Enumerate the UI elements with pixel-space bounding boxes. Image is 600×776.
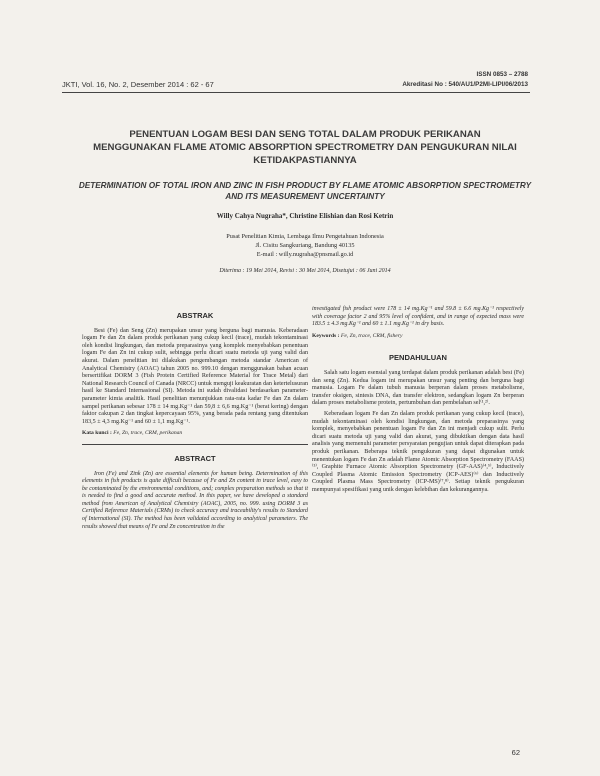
page-number: 62 <box>511 748 520 757</box>
abstrak-body: Besi (Fe) dan Seng (Zn) merupakan unsur yang berguna bagi manusia. Keberadaan logam Fe dan Zn dalam produk perikanan yang cukup kecil (trace), mudah tekontaminasi oleh kondisi lingkungan, dan metoda preparasinya yang komplek menyebabkan penentuan logam Fe dan Zn ini cukup sulit, sebingga perlu dicari suatu metoda uji yang valid dan akurat. Dalam penelitian ini dilakukan pengembangan metoda standar American of Analytical Chemistry (AOAC) tahun 2005 no. 999.10 dengan menggunakan bahan acuan bersertifikat DORM 3 (Fish Protein Certified Reference Material for Trace Metal) dari National Research Council of Canada (NRCC) untuk menguji keakuratan dan ketertelusuran hasil ke Standard Internasional (SI). Metoda ini sudah divalidasi berdasarkan parameter-parameter kimia analitik. Hasil penelitian menunjukkan rata-rata kadar Fe dan Zn dalam sampel perikanan sebesar 178 ± 14 mg.Kg⁻¹ dan 59,8 ± 6,6 mg.Kg⁻¹ (berat kering) dengan faktor cakupan 2 dan tingkat kepercayaan 95%, yang berada pada rentang yang ditentukan 183,5 ± 4,3 mg.Kg⁻¹ and 60 ± 1,1 mg.Kg⁻¹. <box>82 327 308 425</box>
pendahuluan-paragraph-2: Keberadaan logam Fe dan Zn dalam produk perikanan yang cukup kecil (trace), mudah tekontaminasi oleh kondisi lingkungan, dan metoda preparasinya yang komplek, menyebabkan penentuan logam Fe dan Zn ini menjadi cukup sulit. Perlu dicari suatu metoda uji yang valid dan akurat, yang dibuktikan dengan data hasil analisis yang memenuhi parameter persyaratan pengujian untuk dapat diterapkan pada produk perikanan. Beberapa teknik pengukuran yang dapat digunakan untuk menentukan logam Fe dan Zn adalah Flame Atomic Absorption Spectrometry (FAAS)⁽³⁾, Graphite Furnace Atomic Absorption Spectrometry (GF-AAS)⁽⁴,⁵⁾, Inductively Coupled Plasma Atomic Emission Spectrometry (ICP-AES)⁽⁶⁾ dan Inductively Coupled Plasma Mass Spectrometry (ICP-MS)⁽⁷,⁸⁾. Setiap teknik pengukuran mempunyai spesifikasi yang unik dengan kelebihan dan kekurangannya. <box>312 410 524 493</box>
abstract-body: Iron (Fe) and Zink (Zn) are essential elements for human being. Determination of this elements in fish products is quite difficult because of Fe and Zn content in trace level, easy to be contaminated by the environmental conditions, and; complex preparation methods so that it is needed to find a good and accurate method. In this paper, we have developed a standard method from American of Analytical Chemistry (AOAC), 2005, no. 999. using DORM 3 as Certified Reference Materials (CRMs) to check accuracy and traceability's results to Standard of International (SI). The method has been validated according to analytical parameters. The results showed that means of Fe and Zn concentration in the <box>82 470 308 530</box>
abstract-keywords-list: Fe, Zn, trace, CRM, fishery <box>340 332 403 339</box>
title-indonesian: PENENTUAN LOGAM BESI DAN SENG TOTAL DALAM PRODUK PERIKANAN MENGGUNAKAN FLAME ATOMIC ABSORPTION SPECTROMETRY DAN PENGUKURAN NILAI KETIDAKPASTIANNYA <box>93 129 517 166</box>
accreditation: Akreditasi No : 540/AU1/P2MI-LIPI/06/2013 <box>402 81 528 88</box>
header-rule <box>62 92 530 93</box>
abstract-heading: ABSTRACT <box>174 453 216 463</box>
abstract-keywords-label: Keywords : <box>312 332 340 339</box>
abstract-keywords <box>312 333 524 341</box>
pendahuluan-paragraph-1: Salah satu logam esensial yang terdapat dalam produk perikanan adalah besi (Fe) dan seng (Zn). Kedua logam ini merupakan unsur yang penting dan berguna bagi manusia. Logam Fe dalam tubuh manusia berperan dalam proses metabolisme, transfer oksigen, sintesis DNA, dan transfer elektron, sedangkan logam Zn berperan dalam proses metabolisme protein, pertumbuhan dan pembelahan sel⁽¹,²⁾. <box>312 369 524 407</box>
affiliation-institution: Pusat Penelitian Kimia, Lembaga Ilmu Pengetahuan Indonesia <box>226 233 384 240</box>
abstrak-heading: ABSTRAK <box>176 311 214 320</box>
issn: ISSN 0853 – 2788 <box>476 71 528 78</box>
pendahuluan-heading: PENDAHULUAN <box>389 353 447 363</box>
title-english: DETERMINATION OF TOTAL IRON AND ZINC IN FISH PRODUCT BY FLAME ATOMIC ABSORPTION SPECTROMETRY AND ITS MEASUREMENT UNCERTAINTY <box>78 181 532 201</box>
abstrak-keywords-list: Fe, Zn, trace, CRM, perikanan <box>113 430 183 437</box>
abstrak-keywords-label: Kata kunci : <box>82 430 112 437</box>
left-column <box>82 312 308 534</box>
abstrak-keywords <box>82 430 308 438</box>
authors: Willy Cahya Nugraha*, Christine Elishian dan Rosi Ketrin <box>216 212 394 220</box>
affiliation <box>120 232 490 259</box>
journal-ids <box>402 70 528 90</box>
affiliation-address: Jl. Cisitu Sangkuriang, Bandung 40135 <box>255 242 355 249</box>
abstract-body-continued: investigated fish product were 178 ± 14 mg.Kg⁻¹ and 59.8 ± 6.6 mg.Kg⁻¹ respectively with coverage factor 2 and 95% level of confident, and in range of expected mass were 183.5 ± 4.3 mg.Kg⁻¹ and 60 ± 1.1 mg.Kg⁻¹ in dry basis. <box>312 306 524 328</box>
journal-citation: JKTI, Vol. 16, No. 2, Desember 2014 : 62 - 67 <box>62 80 214 89</box>
right-column <box>312 306 524 497</box>
submission-dates: Diterima : 19 Mei 2014, Revisi : 30 Mei 2014, Disetujui : 06 Juni 2014 <box>219 268 391 274</box>
affiliation-email: E-mail : willy.nugraha@pnsmail.go.id <box>256 251 354 258</box>
abstrak-divider <box>82 444 308 445</box>
